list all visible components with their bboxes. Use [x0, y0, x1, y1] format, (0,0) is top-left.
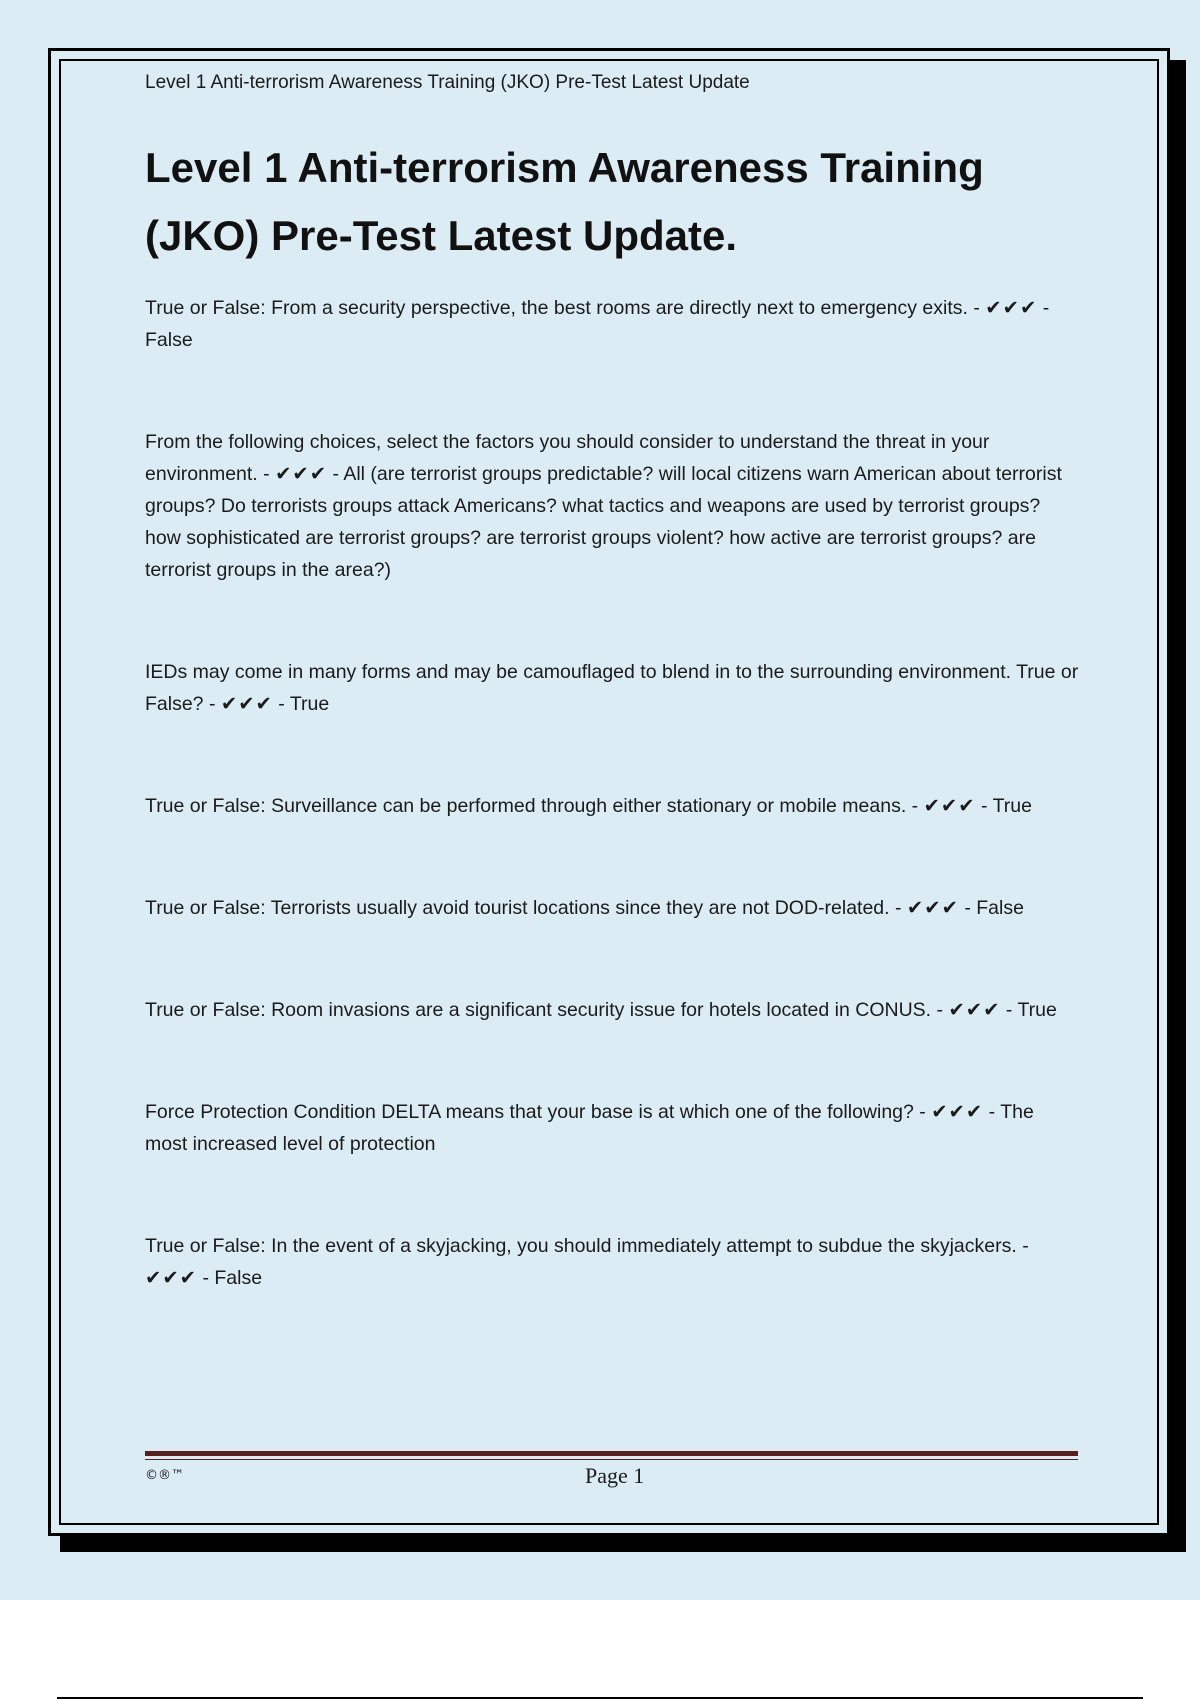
- answer-text: - False: [958, 897, 1024, 919]
- question-text: From the following choices, select the factors you should consider to understand the threat in your environment. -: [145, 431, 990, 485]
- qa-item: [145, 892, 1080, 924]
- qa-item: [145, 292, 1080, 356]
- question-text: True or False: Surveillance can be performed through either stationary or mobile means. -: [145, 795, 924, 817]
- qa-item: [145, 790, 1080, 822]
- checkmarks-icon: ✔✔✔: [923, 795, 976, 817]
- qa-list: [145, 292, 1080, 1294]
- next-page-rule: [57, 1697, 1143, 1699]
- question-text: True or False: From a security perspective, the best rooms are directly next to emergency exits. -: [145, 297, 986, 319]
- question-text: True or False: Terrorists usually avoid tourist locations since they are not DOD-related. -: [145, 897, 907, 919]
- footer-row: [145, 1460, 1078, 1496]
- qa-item: [145, 426, 1080, 586]
- checkmarks-icon: ✔✔✔: [275, 463, 328, 485]
- checkmarks-icon: ✔✔✔: [985, 297, 1038, 319]
- answer-text: - True: [272, 693, 330, 715]
- question-text: True or False: Room invasions are a significant security issue for hotels located in CONUS. -: [145, 999, 949, 1021]
- answer-text: - The most increased level of protection: [145, 1101, 1034, 1155]
- page-number: Page 1: [585, 1463, 645, 1488]
- answer-text: - False: [145, 297, 1050, 351]
- answer-text: - True: [1000, 999, 1057, 1021]
- answer-text: - False: [197, 1267, 263, 1289]
- question-text: IEDs may come in many forms and may be camouflaged to blend in to the surrounding environment. True or False? -: [145, 661, 1079, 715]
- page-footer: [145, 1451, 1078, 1496]
- running-header: Level 1 Anti-terrorism Awareness Training (JKO) Pre-Test Latest Update: [145, 72, 750, 93]
- document-content: [145, 70, 1080, 1294]
- qa-item: [145, 994, 1080, 1026]
- checkmarks-icon: ✔✔✔: [931, 1101, 984, 1123]
- question-text: Force Protection Condition DELTA means that your base is at which one of the following? -: [145, 1101, 932, 1123]
- footer-symbols: ©®™: [145, 1468, 184, 1483]
- checkmarks-icon: ✔✔✔: [145, 1267, 198, 1289]
- question-text: True or False: In the event of a skyjacking, you should immediately attempt to subdue the skyjackers. -: [145, 1235, 1029, 1257]
- answer-text: - True: [975, 795, 1032, 817]
- qa-item: [145, 1230, 1080, 1294]
- qa-item: [145, 1096, 1080, 1160]
- footer-rule: [145, 1451, 1078, 1456]
- checkmarks-icon: ✔✔✔: [948, 999, 1001, 1021]
- document-title: Level 1 Anti-terrorism Awareness Training (JKO) Pre-Test Latest Update.: [145, 144, 984, 259]
- qa-item: [145, 656, 1080, 720]
- checkmarks-icon: ✔✔✔: [906, 897, 959, 919]
- answer-text: - All (are terrorist groups predictable? will local citizens warn American about terrorist groups? Do terrorists groups attack Americans? what tactics and weapons are used by terrorist groups? how sophisticated are terrorist groups? are terrorist groups violent? how active are terrorist groups? are terrorist groups in the area?): [145, 463, 1062, 581]
- checkmarks-icon: ✔✔✔: [220, 693, 273, 715]
